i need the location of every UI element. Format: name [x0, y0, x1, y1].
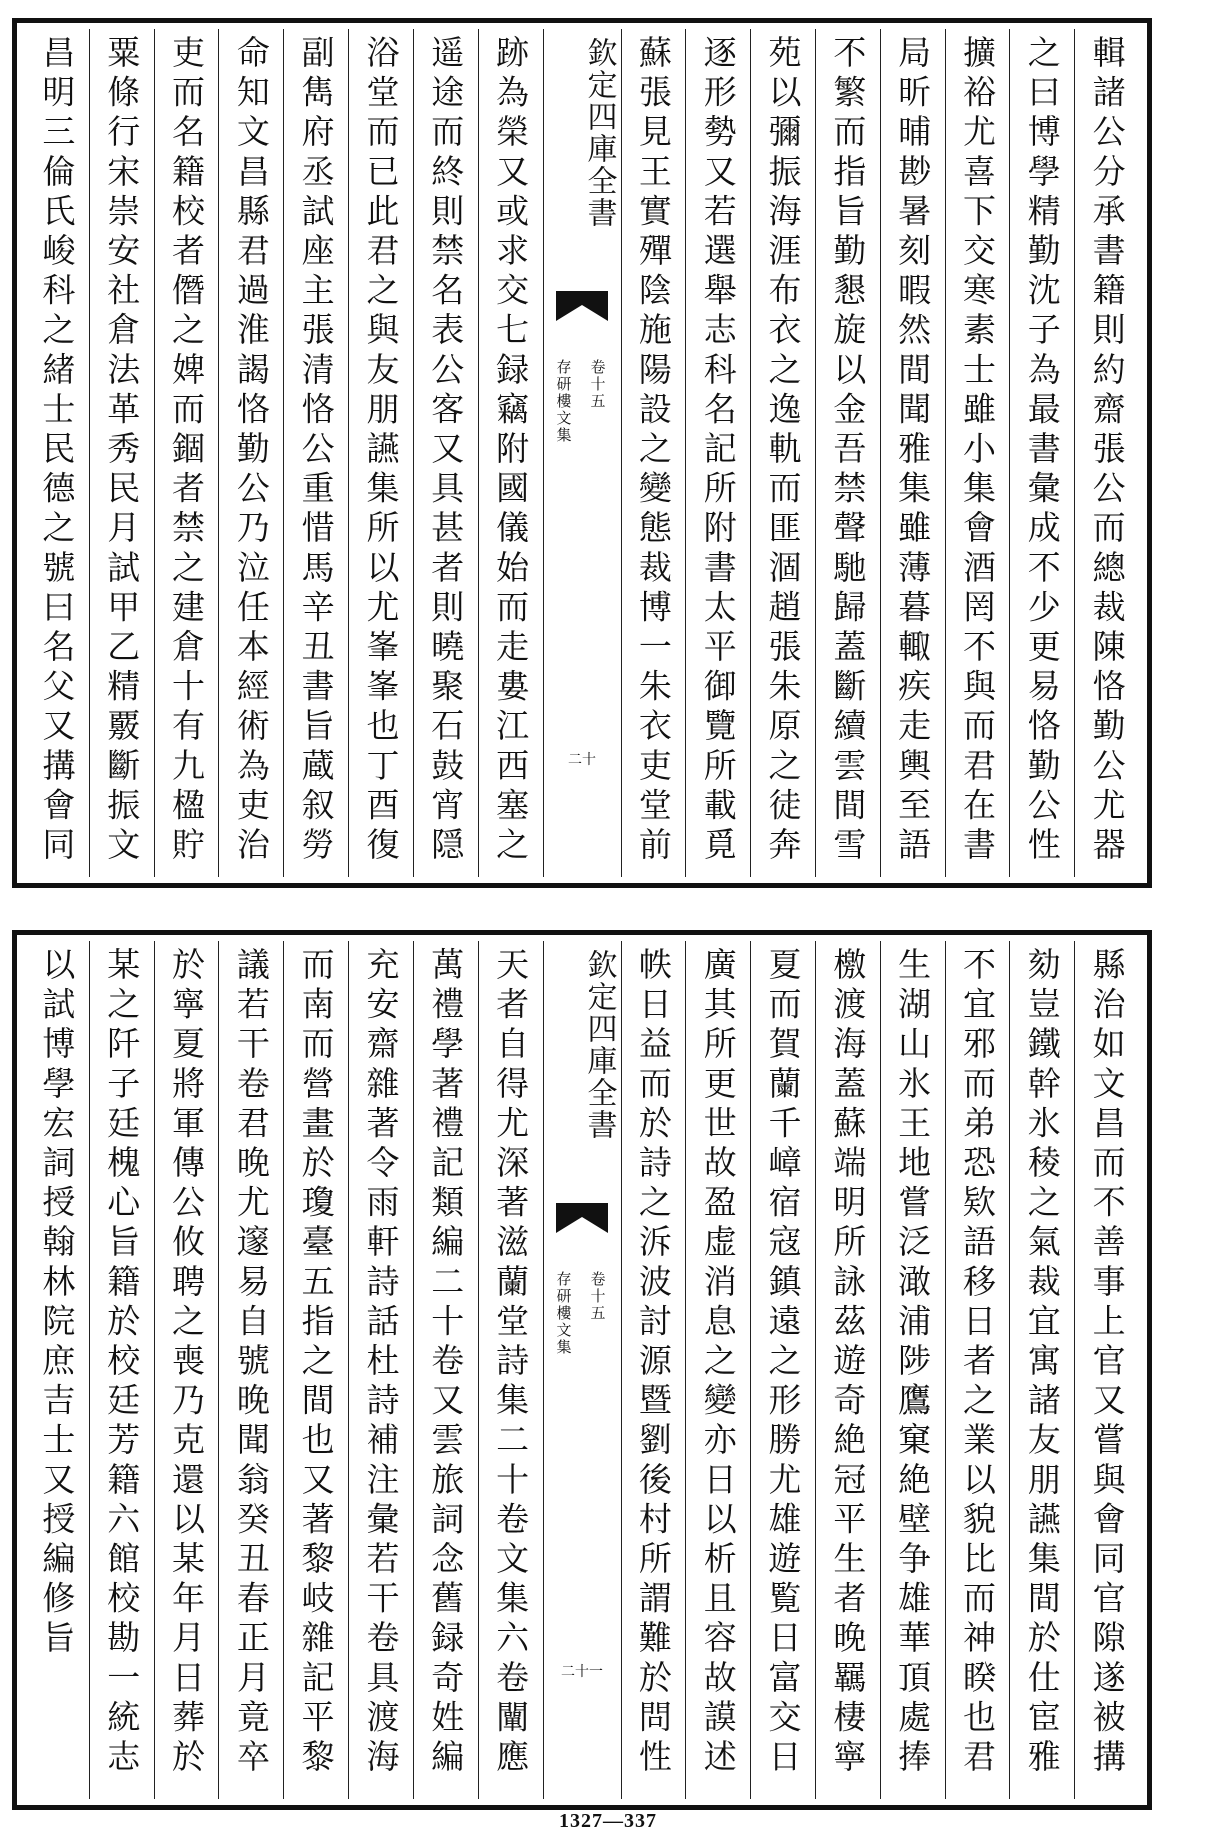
text-column [413, 29, 478, 877]
text-column [283, 29, 348, 877]
text-column [880, 941, 945, 1799]
text-column [945, 941, 1010, 1799]
column-text: 議若干卷君晚尤邃易自號晚聞翁癸丑春正月竟卒 [231, 947, 271, 1779]
column-text: 不宜邪而弟恐欵語移日者之業以貌比而神睽也君 [957, 947, 997, 1779]
text-column [89, 941, 154, 1799]
column-text: 吏而名籍校者僭之婢而錮者禁之建倉十有九楹貯 [167, 35, 207, 867]
text-column [348, 941, 413, 1799]
text-column [750, 941, 815, 1799]
text-column [218, 29, 283, 877]
column-text: 廣其所更世故盈虚消息之變亦日以析且容故謨述 [698, 947, 738, 1779]
column-text: 萬禮學著禮記類編二十卷又雲旅詞念舊録奇姓編 [426, 947, 466, 1779]
collection-title: 欽定四庫全書 [581, 37, 617, 229]
text-column [89, 29, 154, 877]
page-footer-number: 1327—337 [559, 1810, 657, 1832]
text-column [1009, 941, 1074, 1799]
column-text: 帙日益而於詩之泝波討源暨劉後村所謂難於問性 [633, 947, 673, 1779]
column-text: 不繁而指旨勤懇旋以金吾禁聲馳歸蓋斷續雲間雪 [828, 35, 868, 867]
text-column [1009, 29, 1074, 877]
column-text: 充安齋雜著令雨軒詩話杜詩補注彙若干卷具渡海 [361, 947, 401, 1779]
center-margin-column [543, 941, 621, 1799]
text-column [25, 29, 89, 877]
text-column [685, 29, 750, 877]
lower-text-columns [25, 941, 1139, 1799]
volume-number: 卷十五 [588, 359, 607, 410]
column-text: 浴堂而已此君之與友朋讌集所以尤峯峯也丁酉復 [361, 35, 401, 867]
center-margin-column [543, 29, 621, 877]
column-text: 劾豈鐵幹氷稜之氣裁宜寓諸友朋讌集間於仕宦雅 [1022, 947, 1062, 1779]
column-text: 蘇張見王實殫陰施陽設之變態裁博一朱衣吏堂前 [633, 35, 673, 867]
page-number: 二十 [568, 752, 596, 768]
text-column [478, 29, 543, 877]
text-column [154, 941, 219, 1799]
text-column [1074, 29, 1139, 877]
text-column [154, 29, 219, 877]
upper-text-columns [25, 29, 1139, 877]
text-column [348, 29, 413, 877]
text-column [815, 941, 880, 1799]
text-column [880, 29, 945, 877]
text-column [25, 941, 89, 1799]
column-text: 輯諸公分承書籍則約齋張公而總裁陳恪勤公尤器 [1087, 35, 1127, 867]
column-text: 夏而賀蘭千嶂宿寇鎮遠之形勝尤雄遊覧日富交日 [763, 947, 803, 1779]
text-column [621, 29, 686, 877]
text-column [478, 941, 543, 1799]
volume-number: 卷十五 [588, 1271, 607, 1322]
collection-title: 欽定四庫全書 [581, 949, 617, 1141]
upper-page [12, 18, 1152, 888]
text-column [218, 941, 283, 1799]
column-text: 檄渡海蓋蘇端明所詠茲遊奇絶冠平生者晚羈棲寧 [828, 947, 868, 1779]
column-text: 生湖山氷王地嘗泛澉浦陟鷹窠絶壁争雄華頂處捧 [893, 947, 933, 1779]
lower-page [12, 930, 1152, 1810]
column-text: 副雋府丞試座主張清恪公重惜馬辛丑書旨蔵叙勞 [296, 35, 336, 867]
column-text: 於寧夏將軍傳公攸聘之喪乃克還以某年月日葬於 [167, 947, 207, 1779]
column-text: 苑以彌振海涯布衣之逸軌而匪涸趙張朱原之徒奔 [763, 35, 803, 867]
fishtail-mark-icon [556, 1203, 608, 1233]
column-text: 逐形勢又若選舉志科名記所附書太平御覽所載覓 [698, 35, 738, 867]
text-column [685, 941, 750, 1799]
column-text: 天者自得尤深著滋蘭堂詩集二十卷文集六卷闡應 [491, 947, 531, 1779]
text-column [815, 29, 880, 877]
column-text: 遥途而終則禁名表公客又具甚者則曉聚石鼓宵隠 [426, 35, 466, 867]
column-text: 縣治如文昌而不善事上官又嘗與會同官隙遂被搆 [1087, 947, 1127, 1779]
column-text: 命知文昌縣君過淮謁恪勤公乃泣任本經術為吏治 [231, 35, 271, 867]
page-number: 二十一 [561, 1664, 603, 1680]
fishtail-mark-icon [556, 291, 608, 321]
text-column [621, 941, 686, 1799]
column-text: 某之阡子廷槐心旨籍於校廷芳籍六館校勘一統志 [102, 947, 142, 1779]
text-column [945, 29, 1010, 877]
text-column [1074, 941, 1139, 1799]
column-text: 昌明三倫氏峻科之緒士民德之號曰名父又搆會同 [37, 35, 77, 867]
column-text: 而南而營畫於瓊臺五指之間也又著黎岐雜記平黎 [296, 947, 336, 1779]
text-column [283, 941, 348, 1799]
column-text: 粟條行宋崇安社倉法革秀民月試甲乙精覈斷振文 [102, 35, 142, 867]
text-column [750, 29, 815, 877]
column-text: 之曰博學精勤沈子為最書彙成不少更易恪勤公性 [1022, 35, 1062, 867]
text-column [413, 941, 478, 1799]
book-title: 存研樓文集 [554, 359, 573, 444]
book-title: 存研樓文集 [554, 1271, 573, 1356]
column-text: 以試博學宏詞授翰林院庶吉士又授編修旨 [37, 947, 77, 1660]
column-text: 擴裕尤喜下交寒素士雖小集會酒罔不與而君在書 [957, 35, 997, 867]
column-text: 跡為榮又或求交七録竊附國儀始而走婁江西塞之 [491, 35, 531, 867]
column-text: 局昕晡尠暑刻暇然間聞雅集雖薄暮輙疾走輿至語 [893, 35, 933, 867]
